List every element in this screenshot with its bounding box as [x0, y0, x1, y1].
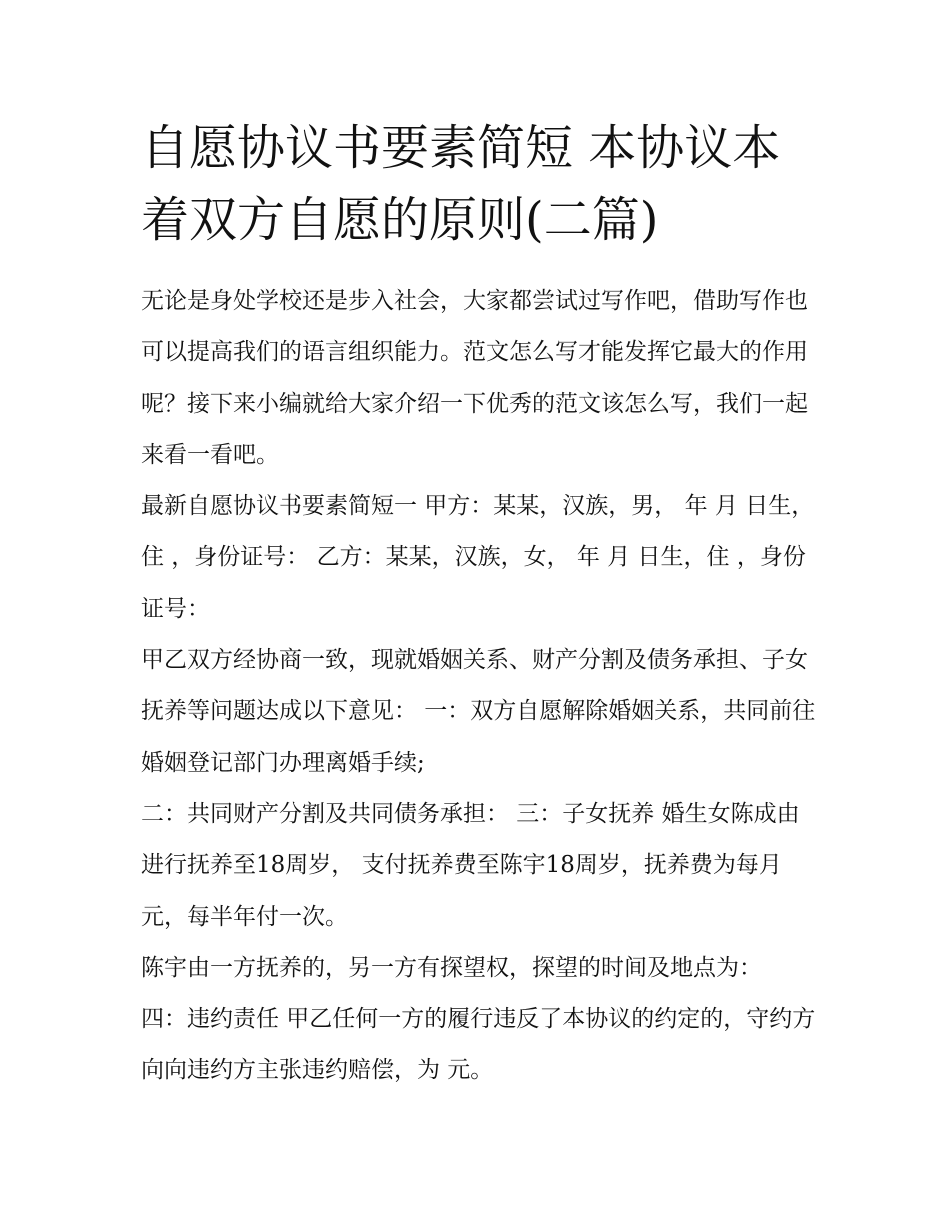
paragraph-visitation: 陈宇由一方抚养的，另一方有探望权，探望的时间及地点为：: [141, 954, 762, 981]
paragraph-property-custody: 二：共同财产分割及共同债务承担： 三：子女抚养 婚生女陈成由 进行抚养至18周岁， 支付抚养费至陈宇18周岁，抚养费为每月 元，每半年付一次。: [141, 800, 800, 930]
paragraph-liability: 四：违约责任 甲乙任何一方的履行违反了本协议的约定的，守约方向向违约方主张违约赔偿，为 元。: [141, 1006, 816, 1084]
paragraph-parties: 最新自愿协议书要素简短一 甲方：某某，汉族，男， 年 月 日生，住 ，身份证号： 乙方：某某，汉族，女， 年 月 日生，住 ，身份证号：: [141, 493, 815, 622]
paragraph-intro: 无论是身处学校还是步入社会，大家都尝试过写作吧，借助写作也可以提高我们的语言组织能力。范文怎么写才能发挥它最大的作用呢？接下来小编就给大家介绍一下优秀的范文该怎么写，我们一起来看一看吧。: [141, 288, 808, 468]
document-title: 自愿协议书要素简短 本协议本着双方自愿的原则(二篇): [141, 120, 781, 248]
paragraph-list: [141, 276, 821, 1097]
document-body: [141, 112, 821, 1097]
paragraph-agreement: 甲乙双方经协商一致，现就婚姻关系、财产分割及债务承担、子女抚养等问题达成以下意见： 一：双方自愿解除婚姻关系，共同前往婚姻登记部门办理离婚手续;: [141, 647, 816, 776]
